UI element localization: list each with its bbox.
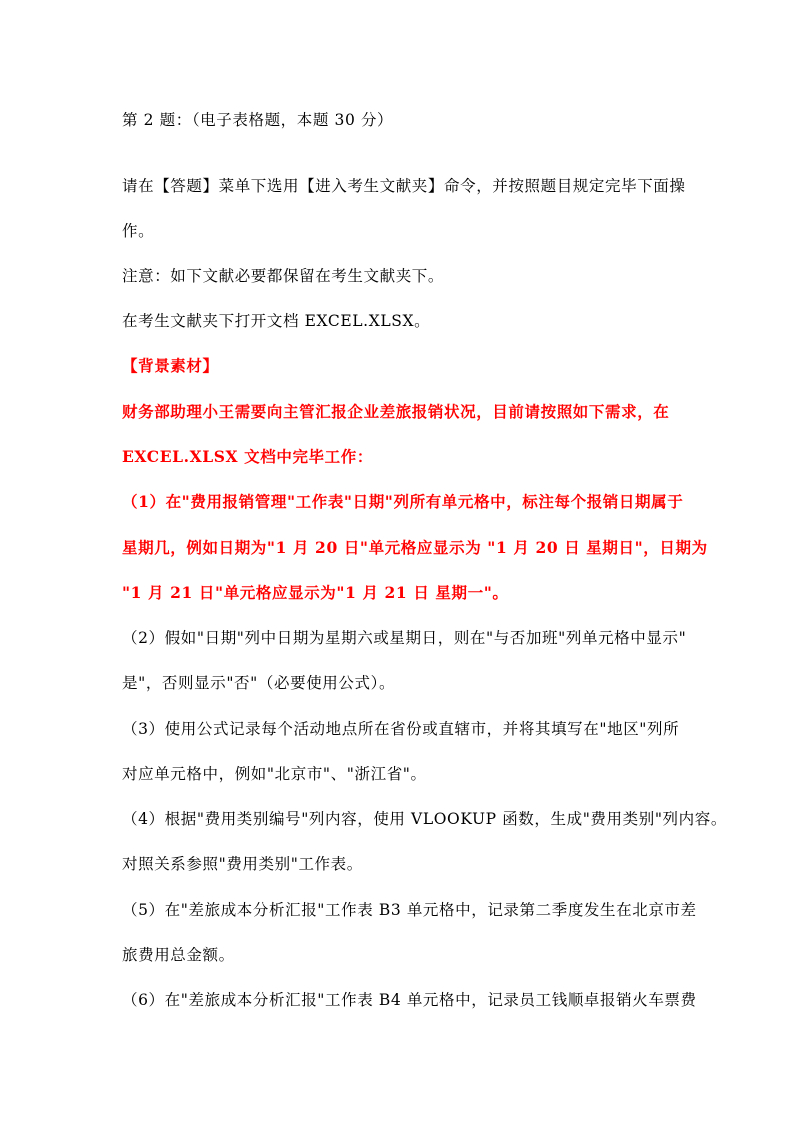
task-2-line: 是"，否则显示"否"（必要使用公式）。	[122, 674, 396, 692]
task-4-line: （4）根据"费用类别编号"列内容，使用 VLOOKUP 函数，生成"费用类别"列内容。	[122, 810, 727, 828]
task-1-line: "1 月 21 日"单元格应显示为"1 月 21 日 星期一"。	[122, 583, 509, 602]
task-3-line: （3）使用公式记录每个活动地点所在省份或直辖市，并将其填写在"地区"列所	[122, 720, 680, 738]
note-line: 注意：如下文献必要都保留在考生文献夹下。	[122, 267, 445, 285]
task-5-line: 旅费用总金额。	[122, 946, 235, 964]
task-5-line: （5）在"差旅成本分析汇报"工作表 B3 单元格中，记录第二季度发生在北京市差	[122, 901, 697, 919]
background-text-line: EXCEL.XLSX 文档中完毕工作：	[122, 447, 373, 466]
task-4-line: 对照关系参照"费用类别"工作表。	[122, 855, 363, 873]
question-heading: 第 2 题：（电子表格题，本题 30 分）	[122, 111, 394, 129]
task-3-line: 对应单元格中，例如"北京市"、"浙江省"。	[122, 765, 427, 783]
instruction-line: 作。	[122, 222, 155, 240]
task-1-line: 星期几，例如日期为"1 月 20 日"单元格应显示为 "1 月 20 日 星期日"，日期为	[122, 538, 708, 557]
task-6-line: （6）在"差旅成本分析汇报"工作表 B4 单元格中，记录员工钱顺卓报销火车票费	[122, 991, 697, 1009]
section-heading-background: 【背景素材】	[122, 356, 219, 375]
background-text-line: 财务部助理小王需要向主管汇报企业差旅报销状况，目前请按照如下需求，在	[122, 402, 670, 421]
task-1-line: （1）在"费用报销管理"工作表"日期"列所有单元格中，标注每个报销日期属于	[122, 492, 684, 511]
instruction-line: 请在【答题】菜单下选用【进入考生文献夹】命令，并按照题目规定完毕下面操	[122, 177, 686, 195]
task-2-line: （2）假如"日期"列中日期为星期六或星期日，则在"与否加班"列单元格中显示"	[122, 629, 687, 647]
instruction-line: 在考生文献夹下打开文档 EXCEL.XLSX。	[122, 312, 431, 330]
